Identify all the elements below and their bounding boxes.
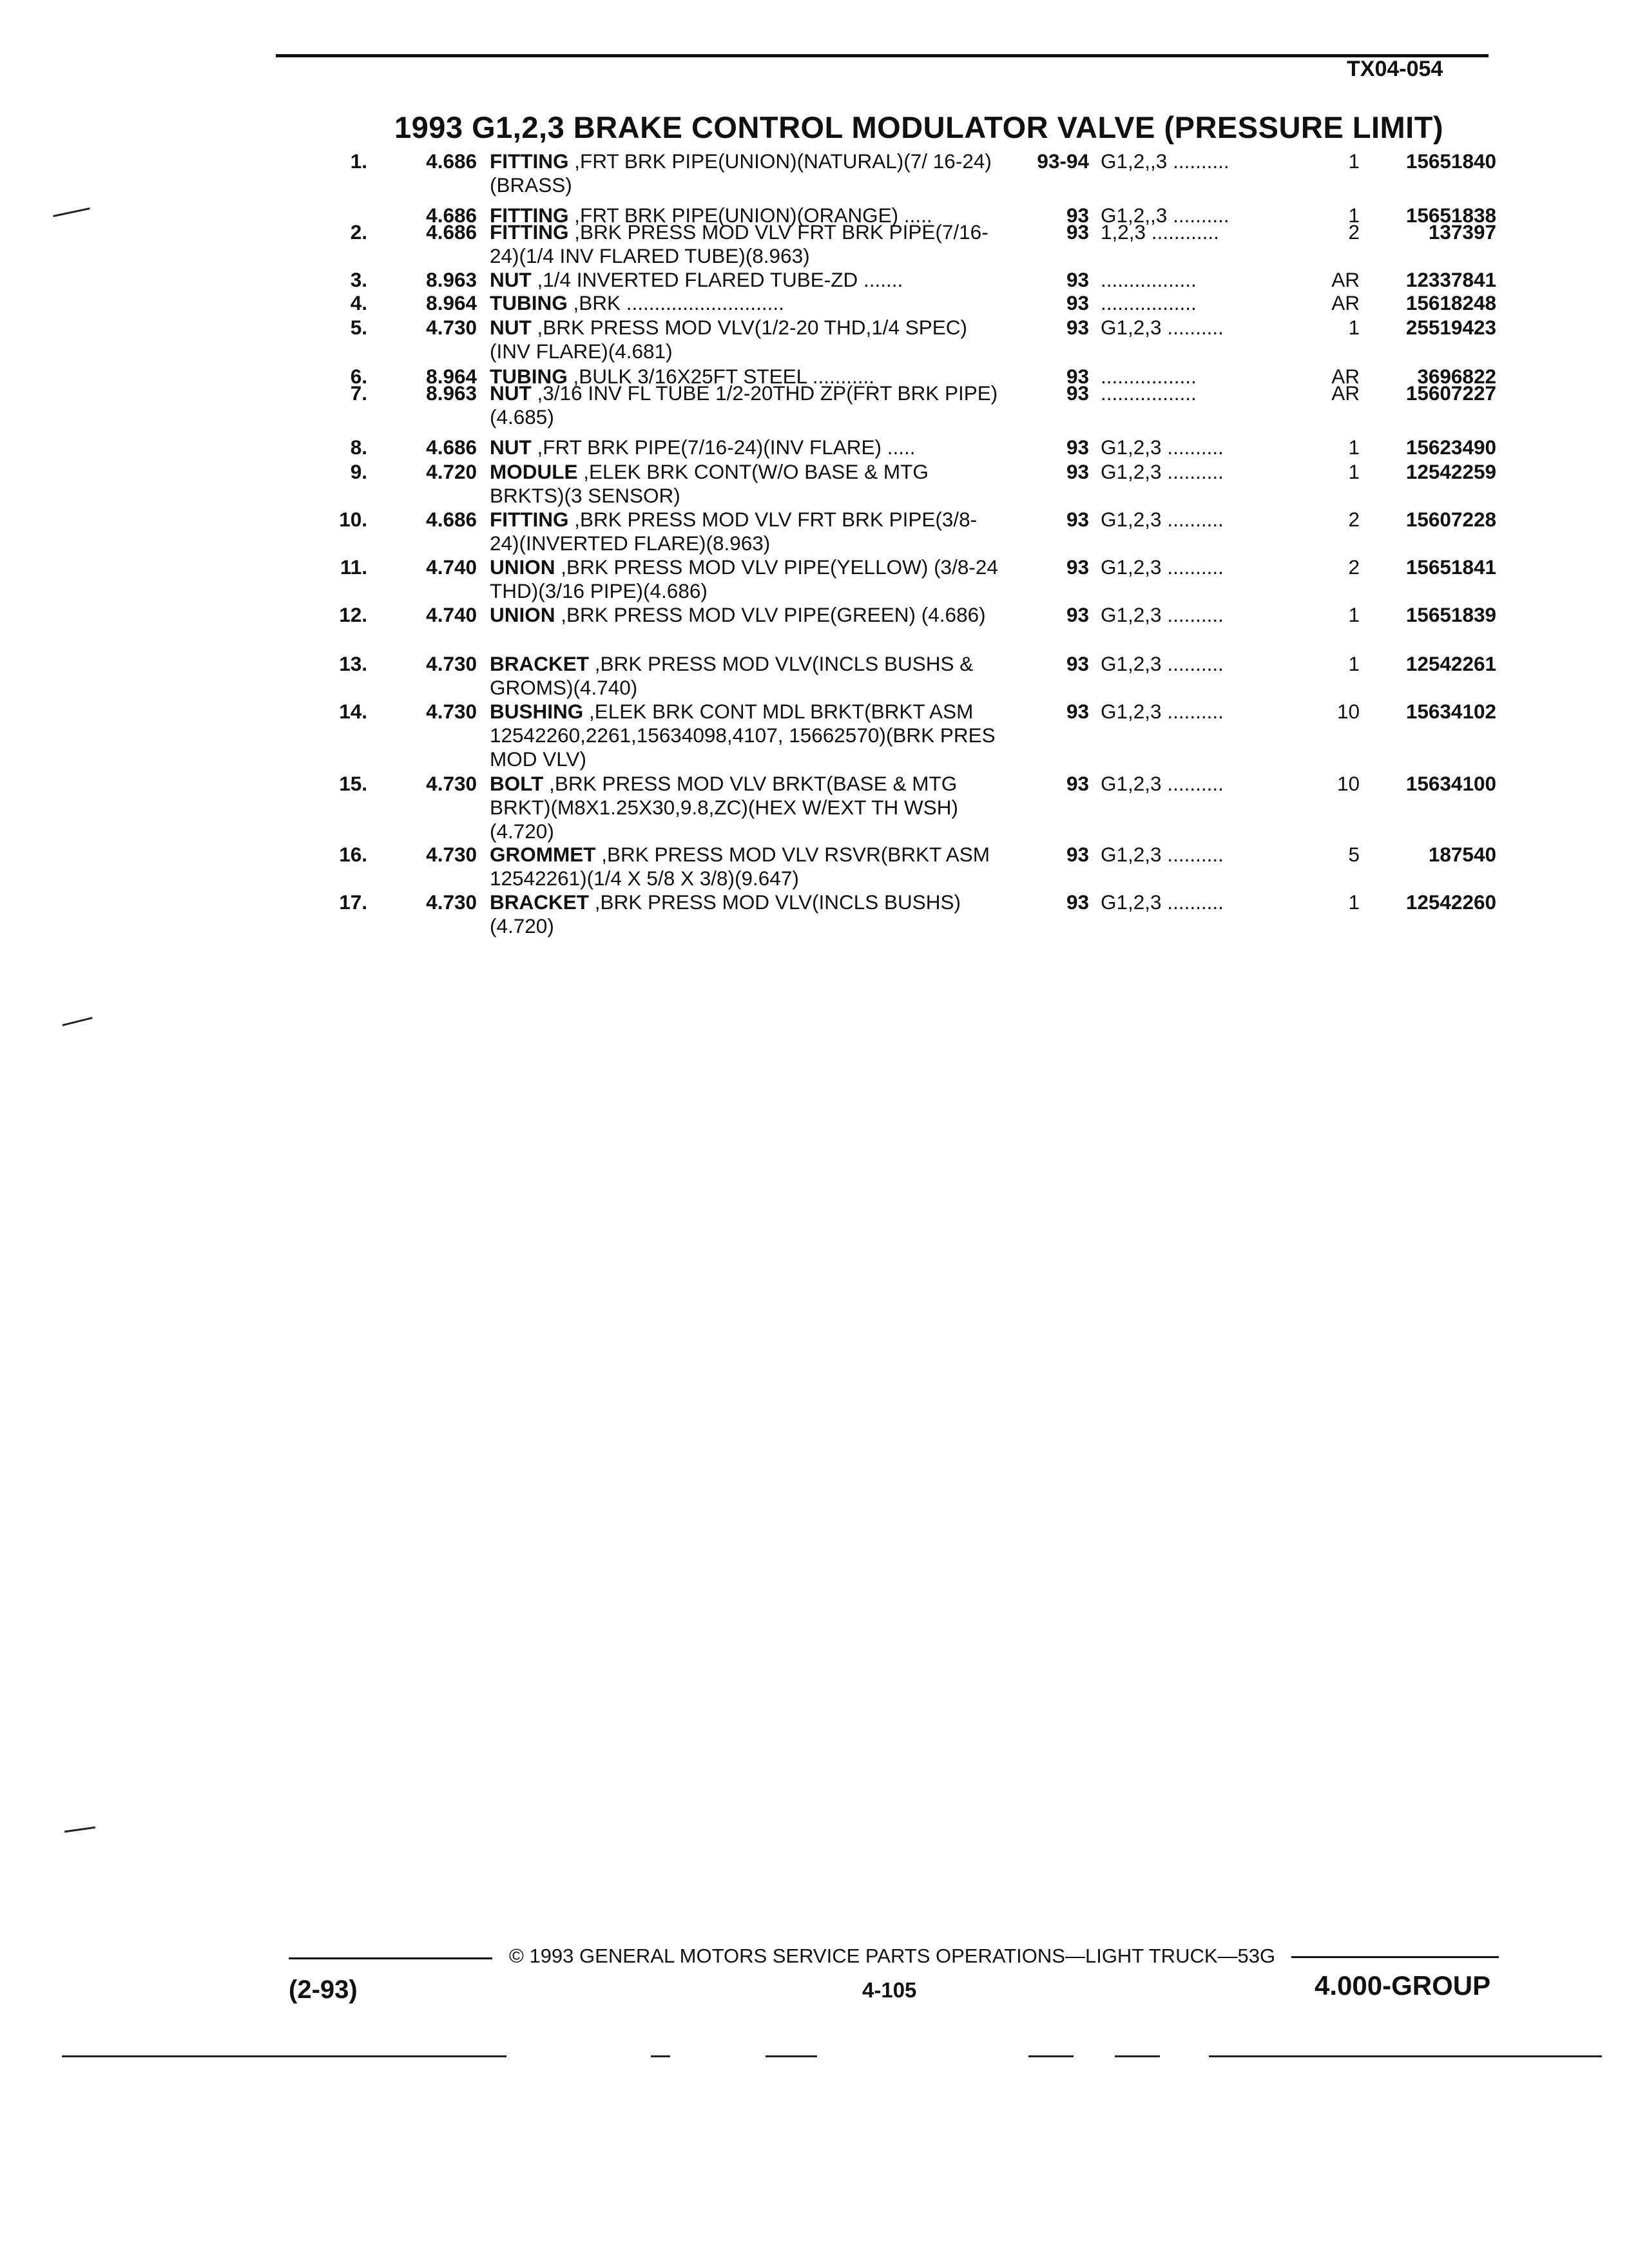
illustration-ref: 4.730 [426, 843, 477, 866]
part-name: UNION [490, 603, 555, 626]
illustration-ref: 8.964 [426, 365, 477, 388]
item-number: 15. [339, 772, 367, 795]
footer-page-number: 4-105 [862, 1978, 917, 2002]
part-detail: ,BRK PRESS MOD VLV PIPE(YELLOW) (3/8-24 THD)(3/16 PIPE)(4.686) [490, 555, 998, 602]
part-number: 15651838 [1405, 204, 1496, 227]
quantity: AR [1331, 365, 1360, 388]
part-description [490, 555, 1005, 603]
quantity: AR [1331, 268, 1360, 291]
model-applicability: ................. [1101, 291, 1197, 314]
model-year: 93 [1066, 508, 1089, 531]
scan-mark [62, 1017, 92, 1026]
item-number: 8. [350, 436, 367, 459]
quantity: 1 [1348, 149, 1360, 173]
part-number: 15623490 [1405, 436, 1496, 459]
part-detail: ,BRK PRESS MOD VLV(INCLS BUSHS & GROMS)(4.740) [490, 652, 974, 699]
model-year: 93 [1066, 268, 1089, 291]
illustration-ref: 4.730 [426, 700, 477, 723]
item-number: 17. [339, 890, 367, 914]
part-name: BOLT [490, 772, 544, 795]
part-detail: ,BRK PRESS MOD VLV RSVR(BRKT ASM 12542261)(1/4 X 5/8 X 3/8)(9.647) [490, 843, 990, 890]
part-number: 15634102 [1405, 700, 1496, 723]
part-name: GROMMET [490, 843, 596, 866]
part-name: BUSHING [490, 700, 584, 723]
part-name: NUT [490, 316, 532, 339]
quantity: 2 [1348, 220, 1360, 244]
footer-copyright: © 1993 GENERAL MOTORS SERVICE PARTS OPERATIONS—LIGHT TRUCK—53G [509, 1945, 1276, 1967]
illustration-ref: 4.686 [426, 149, 477, 173]
item-number: 1. [350, 149, 367, 173]
quantity: 2 [1348, 555, 1360, 579]
part-description [490, 316, 1005, 363]
part-detail: ,FRT BRK PIPE(UNION)(NATURAL)(7/ 16-24)(BRASS) [490, 149, 992, 197]
footer-group: 4.000-GROUP [1315, 1970, 1491, 2001]
illustration-ref: 4.686 [426, 220, 477, 244]
top-rule [276, 54, 1489, 57]
model-applicability: ................. [1101, 365, 1197, 388]
quantity: 1 [1348, 652, 1360, 675]
illustration-ref: 4.686 [426, 436, 477, 459]
part-detail: ,BRK ............................ [567, 291, 784, 314]
part-number: 15651841 [1405, 555, 1496, 579]
scan-line [651, 2055, 670, 2057]
part-number: 187540 [1428, 843, 1496, 866]
part-description [490, 890, 1005, 938]
scan-line [766, 2055, 817, 2057]
part-detail: ,ELEK BRK CONT(W/O BASE & MTG BRKTS)(3 SENSOR) [490, 460, 929, 507]
part-description [490, 436, 1005, 459]
quantity: 1 [1348, 436, 1360, 459]
part-number: 15651840 [1405, 149, 1496, 173]
model-applicability: G1,2,3 .......... [1101, 555, 1224, 579]
model-year: 93 [1066, 220, 1089, 244]
quantity: 10 [1336, 700, 1360, 723]
part-detail: ,BRK PRESS MOD VLV PIPE(GREEN) (4.686) [555, 603, 986, 626]
model-applicability: G1,2,,3 .......... [1101, 204, 1229, 227]
part-detail: ,FRT BRK PIPE(UNION)(ORANGE) ..... [568, 204, 932, 227]
model-applicability: G1,2,3 .......... [1101, 316, 1224, 339]
scan-mark [64, 1827, 95, 1833]
item-number: 10. [339, 508, 367, 531]
item-number: 4. [350, 291, 367, 314]
model-applicability: G1,2,3 .......... [1101, 436, 1224, 459]
scan-line [1028, 2055, 1074, 2057]
model-applicability: G1,2,3 .......... [1101, 890, 1224, 914]
part-description [490, 268, 1005, 292]
part-name: BRACKET [490, 652, 589, 675]
part-detail: ,BULK 3/16X25FT STEEL ........... [567, 365, 874, 388]
part-number: 15618248 [1405, 291, 1496, 314]
part-description [490, 460, 1005, 508]
part-description [490, 381, 1005, 429]
part-number: 12542259 [1405, 460, 1496, 483]
illustration-ref: 4.730 [426, 890, 477, 914]
model-applicability: G1,2,3 .......... [1101, 700, 1224, 723]
model-year: 93 [1066, 890, 1089, 914]
part-detail: ,FRT BRK PIPE(7/16-24)(INV FLARE) ..... [531, 436, 916, 459]
quantity: 1 [1348, 890, 1360, 914]
part-name: TUBING [490, 365, 568, 388]
part-number: 15651839 [1405, 603, 1496, 626]
illustration-ref: 4.740 [426, 603, 477, 626]
scan-line [1115, 2055, 1160, 2057]
part-name: NUT [490, 268, 532, 291]
part-name: NUT [490, 436, 532, 459]
part-detail: ,BRK PRESS MOD VLV BRKT(BASE & MTG BRKT)(M8X1.25X30,9.8,ZC)(HEX W/EXT TH WSH)(4.720) [490, 772, 958, 843]
illustration-ref: 8.963 [426, 268, 477, 291]
part-name: BRACKET [490, 890, 589, 914]
quantity: AR [1331, 381, 1360, 405]
model-year: 93 [1066, 460, 1089, 483]
quantity: 1 [1348, 603, 1360, 626]
quantity: 1 [1348, 316, 1360, 339]
quantity: 1 [1348, 460, 1360, 483]
part-description [490, 291, 1005, 315]
illustration-ref: 8.963 [426, 381, 477, 405]
model-applicability: G1,2,3 .......... [1101, 772, 1224, 795]
item-number: 2. [350, 220, 367, 244]
part-description [490, 652, 1005, 700]
model-applicability: G1,2,3 .......... [1101, 603, 1224, 626]
part-detail: ,BRK PRESS MOD VLV(1/2-20 THD,1/4 SPEC)(INV FLARE)(4.681) [490, 316, 968, 363]
illustration-ref: 4.686 [426, 204, 477, 227]
model-year: 93 [1066, 436, 1089, 459]
quantity: AR [1331, 291, 1360, 314]
model-applicability: ................. [1101, 268, 1197, 291]
model-year: 93 [1066, 204, 1089, 227]
model-year: 93 [1066, 365, 1089, 388]
scan-mark [53, 207, 90, 217]
part-detail: ,BRK PRESS MOD VLV(INCLS BUSHS)(4.720) [490, 890, 961, 937]
part-number: 12542260 [1405, 890, 1496, 914]
part-detail: ,ELEK BRK CONT MDL BRKT(BRKT ASM 12542260,2261,15634098,4107, 15662570)(BRK PRES MOD VLV) [490, 700, 996, 771]
model-year: 93 [1066, 843, 1089, 866]
item-number: 12. [339, 603, 367, 626]
item-number: 9. [350, 460, 367, 483]
part-description [490, 508, 1005, 555]
quantity: 10 [1336, 772, 1360, 795]
part-description [490, 700, 1005, 771]
part-name: FITTING [490, 204, 569, 227]
quantity: 2 [1348, 508, 1360, 531]
part-number: 25519423 [1405, 316, 1496, 339]
part-detail: ,1/4 INVERTED FLARED TUBE-ZD ....... [531, 268, 903, 291]
footer-rule-left [289, 1957, 492, 1959]
part-name: TUBING [490, 291, 568, 314]
model-year: 93-94 [1037, 149, 1089, 173]
quantity: 5 [1348, 843, 1360, 866]
model-applicability: G1,2,3 .......... [1101, 508, 1224, 531]
item-number: 13. [339, 652, 367, 675]
model-year: 93 [1066, 291, 1089, 314]
page-title: 1993 G1,2,3 BRAKE CONTROL MODULATOR VALVE (PRESSURE LIMIT) [394, 110, 1444, 144]
part-number: 3696822 [1417, 365, 1496, 388]
model-applicability: ................. [1101, 381, 1197, 405]
footer-rule-right [1291, 1956, 1499, 1958]
model-year: 93 [1066, 652, 1089, 675]
model-applicability: G1,2,3 .......... [1101, 460, 1224, 483]
model-applicability: 1,2,3 ............ [1101, 220, 1219, 244]
model-year: 93 [1066, 316, 1089, 339]
illustration-ref: 4.730 [426, 316, 477, 339]
part-description [490, 149, 1005, 197]
item-number: 3. [350, 268, 367, 291]
model-year: 93 [1066, 555, 1089, 579]
item-number: 11. [340, 555, 367, 579]
model-applicability: G1,2,3 .......... [1101, 652, 1224, 675]
model-applicability: G1,2,,3 .......... [1101, 149, 1229, 173]
model-year: 93 [1066, 700, 1089, 723]
illustration-ref: 8.964 [426, 291, 477, 314]
illustration-ref: 4.720 [426, 460, 477, 483]
part-number: 12337841 [1405, 268, 1496, 291]
model-year: 93 [1066, 603, 1089, 626]
scan-line [62, 2055, 506, 2057]
part-number: 15634100 [1405, 772, 1496, 795]
item-number: 7. [350, 381, 367, 405]
illustration-ref: 4.730 [426, 772, 477, 795]
part-name: NUT [490, 381, 532, 405]
item-number: 5. [350, 316, 367, 339]
part-detail: ,BRK PRESS MOD VLV FRT BRK PIPE(7/16-24)(1/4 INV FLARED TUBE)(8.963) [490, 220, 988, 267]
part-description [490, 843, 1005, 890]
part-name: FITTING [490, 508, 569, 531]
part-number: 137397 [1428, 220, 1496, 244]
item-number: 14. [339, 700, 367, 723]
document-code: TX04-054 [1347, 57, 1443, 81]
model-year: 93 [1066, 772, 1089, 795]
illustration-ref: 4.686 [426, 508, 477, 531]
part-detail: ,BRK PRESS MOD VLV FRT BRK PIPE(3/8-24)(INVERTED FLARE)(8.963) [490, 508, 978, 555]
part-number: 15607227 [1405, 381, 1496, 405]
model-applicability: G1,2,3 .......... [1101, 843, 1224, 866]
item-number: 6. [350, 365, 367, 388]
part-description [490, 603, 1005, 627]
model-year: 93 [1066, 381, 1089, 405]
quantity: 1 [1348, 204, 1360, 227]
part-name: UNION [490, 555, 555, 579]
part-description [490, 772, 1005, 843]
part-detail: ,3/16 INV FL TUBE 1/2-20THD ZP(FRT BRK PIPE)(4.685) [490, 381, 998, 428]
part-name: FITTING [490, 149, 569, 173]
part-description [490, 220, 1005, 268]
footer-date: (2-93) [289, 1975, 358, 2004]
illustration-ref: 4.730 [426, 652, 477, 675]
scan-line [1209, 2055, 1602, 2057]
illustration-ref: 4.740 [426, 555, 477, 579]
part-number: 15607228 [1405, 508, 1496, 531]
item-number: 16. [339, 843, 367, 866]
part-name: MODULE [490, 460, 578, 483]
part-name: FITTING [490, 220, 569, 244]
part-number: 12542261 [1405, 652, 1496, 675]
